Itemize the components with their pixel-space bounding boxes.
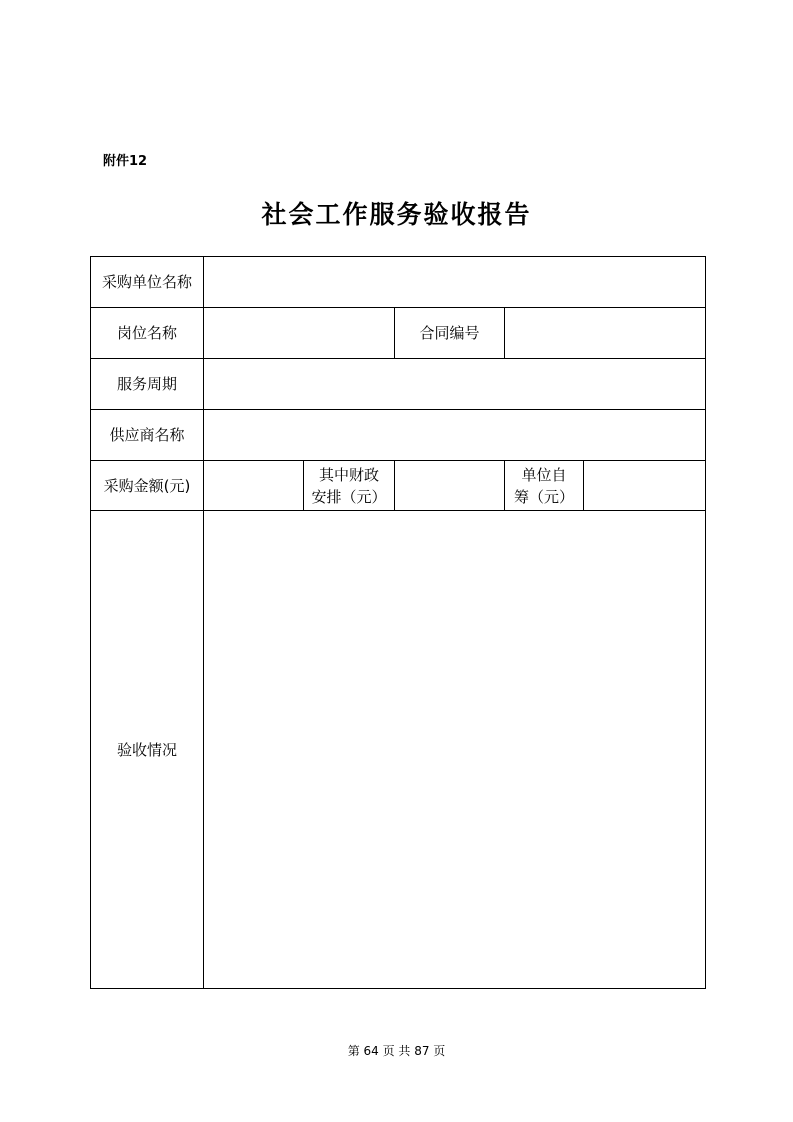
purchaser-name-field[interactable] — [204, 257, 706, 308]
self-raised-label — [505, 461, 584, 511]
attachment-label: 附件12 — [103, 154, 148, 169]
acceptance-field[interactable] — [204, 511, 706, 989]
self-raised-field[interactable] — [584, 461, 706, 511]
form-row-service-period — [91, 359, 706, 410]
supplier-name-field[interactable] — [204, 410, 706, 461]
form-row-acceptance — [91, 511, 706, 989]
post-name-field[interactable] — [204, 308, 395, 359]
supplier-name-label: 供应商名称 — [91, 410, 204, 461]
acceptance-label: 验收情况 — [91, 511, 204, 989]
self-raised-label-line1: 单位自 — [521, 465, 567, 484]
page-title: 社会工作服务验收报告 — [261, 200, 532, 229]
form-row-post — [91, 308, 706, 359]
contract-no-field[interactable] — [505, 308, 706, 359]
post-name-label: 岗位名称 — [91, 308, 204, 359]
fiscal-arrangement-label — [304, 461, 395, 511]
form-row-amount — [91, 461, 706, 511]
purchaser-name-label: 采购单位名称 — [91, 257, 204, 308]
purchase-amount-field[interactable] — [204, 461, 304, 511]
fiscal-arrangement-label-line1: 其中财政 — [318, 465, 379, 484]
form-row-purchaser — [91, 257, 706, 308]
service-period-field[interactable] — [204, 359, 706, 410]
page-number: 第 64 页 共 87 页 — [347, 1044, 446, 1058]
acceptance-report-form — [90, 256, 706, 989]
fiscal-arrangement-label-line2: 安排（元） — [311, 487, 387, 506]
self-raised-label-line2: 筹（元） — [513, 487, 574, 506]
contract-no-label: 合同编号 — [395, 308, 505, 359]
form-row-supplier — [91, 410, 706, 461]
service-period-label: 服务周期 — [91, 359, 204, 410]
fiscal-arrangement-field[interactable] — [395, 461, 505, 511]
purchase-amount-label: 采购金额(元) — [91, 461, 204, 511]
